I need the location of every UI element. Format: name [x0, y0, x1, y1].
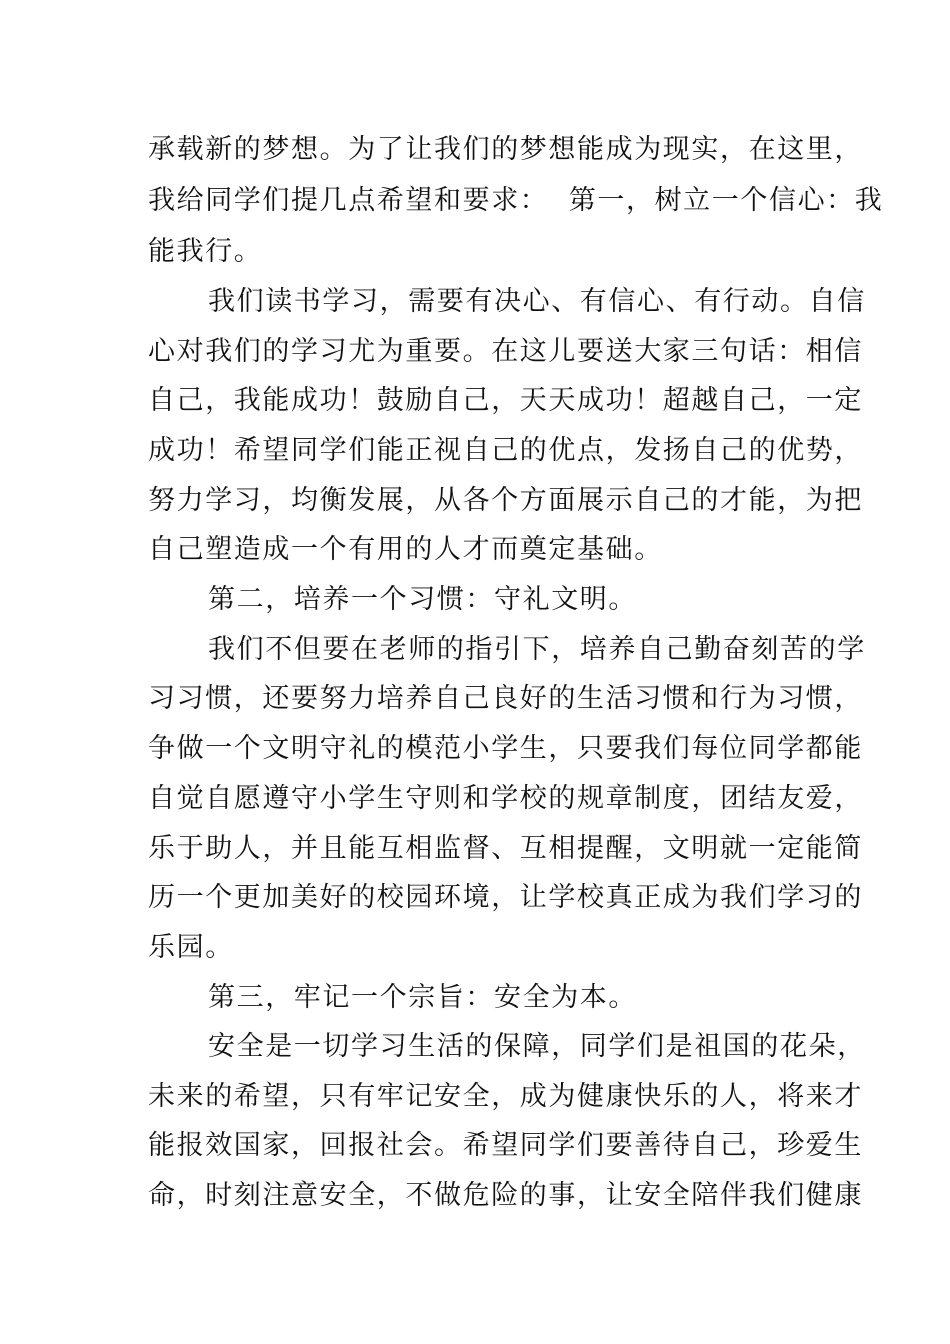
text-line: 未来的希望，只有牢记安全，成为健康快乐的人，将来才 [148, 1081, 863, 1112]
text-line: 乐于助人，并且能互相监督、互相提醒，文明就一定能简 [148, 833, 863, 864]
text-line: 历一个更加美好的校园环境，让学校真正成为我们学习的 [148, 882, 863, 913]
text-line: 自己，我能成功！鼓励自己，天天成功！超越自己，一定 [148, 385, 863, 416]
text-line: 我们读书学习，需要有决心、有信心、有行动。自信 [208, 286, 866, 317]
text-line: 能报效国家，回报社会。希望同学们要善待自己，珍爱生 [148, 1130, 863, 1161]
text-line: 努力学习，均衡发展，从各个方面展示自己的才能，为把 [148, 485, 863, 516]
text-line: 心对我们的学习尤为重要。在这儿要送大家三句话：相信 [148, 336, 863, 367]
text-line: 第二，培养一个习惯：守礼文明。 [208, 584, 637, 615]
text-line: 自觉自愿遵守小学生守则和学校的规章制度，团结友爱， [148, 783, 863, 814]
text-line: 争做一个文明守礼的模范小学生，只要我们每位同学都能 [148, 733, 863, 764]
text-line: 我们不但要在老师的指引下，培养自己勤奋刻苦的学 [208, 634, 866, 665]
text-line: 自己塑造成一个有用的人才而奠定基础。 [148, 534, 663, 565]
text-line: 乐园。 [148, 932, 234, 963]
text-line: 第三，牢记一个宗旨：安全为本。 [208, 982, 637, 1013]
text-line: 安全是一切学习生活的保障，同学们是祖国的花朵， [208, 1031, 866, 1062]
text-line: 命，时刻注意安全，不做危险的事，让安全陪伴我们健康 [148, 1180, 863, 1211]
text-line: 承载新的梦想。为了让我们的梦想能成为现实，在这里， [148, 134, 863, 165]
text-line: 能我行。 [148, 236, 263, 267]
text-line: 习习惯，还要努力培养自己良好的生活习惯和行为习惯， [148, 683, 863, 714]
text-line: 我给同学们提几点希望和要求： 第一，树立一个信心：我 [148, 185, 884, 216]
text-line: 成功！希望同学们能正视自己的优点，发扬自己的优势， [148, 435, 863, 466]
